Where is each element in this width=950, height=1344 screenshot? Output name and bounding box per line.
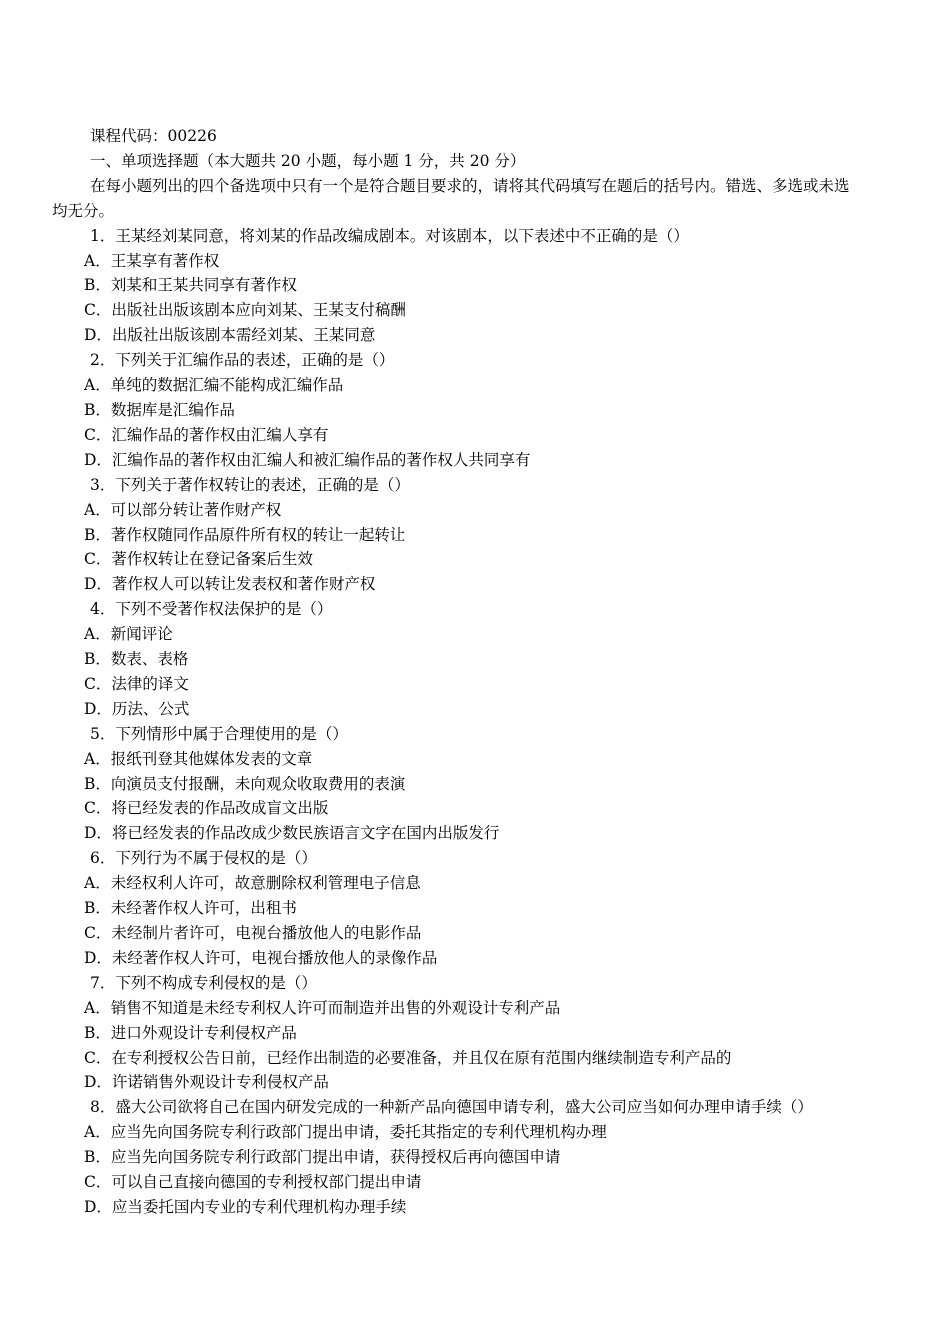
answer-option: C．可以自己直接向德国的专利授权部门提出申请	[84, 1173, 422, 1192]
section-title: 一、单项选择题（本大题共 20 小题，每小题 1 分，共 20 分）	[90, 151, 526, 170]
question-list	[84, 224, 904, 1220]
answer-option: D．应当委托国内专业的专利代理机构办理手续	[84, 1197, 407, 1216]
answer-option: B．应当先向国务院专利行政部门提出申请，获得授权后再向德国申请	[84, 1148, 561, 1167]
answer-option: D．未经著作权人许可，电视台播放他人的录像作品	[84, 948, 438, 967]
answer-option: C．将已经发表的作品改成盲文出版	[84, 799, 329, 818]
question-stem: 6．下列行为不属于侵权的是（）	[90, 849, 317, 868]
answer-option: B．数表、表格	[84, 650, 189, 669]
question-stem: 3．下列关于著作权转让的表述，正确的是（）	[90, 475, 410, 494]
answer-option: D．汇编作品的著作权由汇编人和被汇编作品的著作权人共同享有	[84, 450, 531, 469]
question-stem: 4．下列不受著作权法保护的是（）	[90, 600, 333, 619]
answer-option: A．可以部分转让著作财产权	[84, 500, 282, 519]
instructions-line-1: 在每小题列出的四个备选项中只有一个是符合题目要求的，请将其代码填写在题后的括号内。错选、多选或未选	[90, 176, 850, 195]
answer-option: A．新闻评论	[84, 625, 173, 644]
question-stem: 5．下列情形中属于合理使用的是（）	[90, 724, 348, 743]
question-stem: 7．下列不构成专利侵权的是（）	[90, 973, 317, 992]
answer-option: C．著作权转让在登记备案后生效	[84, 550, 313, 569]
answer-option: D．出版社出版该剧本需经刘某、王某同意	[84, 326, 376, 345]
answer-option: A．应当先向国务院专利行政部门提出申请，委托其指定的专利代理机构办理	[84, 1123, 607, 1142]
answer-option: B．未经著作权人许可，出租书	[84, 899, 297, 918]
question-item	[84, 722, 904, 847]
answer-option: C．在专利授权公告日前，已经作出制造的必要准备，并且仅在原有范围内继续制造专利产品的	[84, 1048, 732, 1067]
answer-option: D．著作权人可以转让发表权和著作财产权	[84, 575, 376, 594]
answer-option: B．数据库是汇编作品	[84, 400, 235, 419]
document-page	[52, 124, 904, 1220]
answer-option: A．报纸刊登其他媒体发表的文章	[84, 749, 313, 768]
answer-option: B．向演员支付报酬，未向观众收取费用的表演	[84, 774, 406, 793]
question-stem: 8．盛大公司欲将自己在国内研发完成的一种新产品向德国申请专利，盛大公司应当如何办理申请手续（）	[90, 1098, 813, 1117]
answer-option: B．著作权随同作品原件所有权的转让一起转让	[84, 525, 406, 544]
answer-option: B．进口外观设计专利侵权产品	[84, 1023, 297, 1042]
question-item	[84, 473, 904, 598]
question-item	[84, 348, 904, 473]
answer-option: C．未经制片者许可，电视台播放他人的电影作品	[84, 924, 422, 942]
question-item	[84, 597, 904, 722]
answer-option: C．法律的译文	[84, 674, 189, 693]
course-code: 课程代码：00226	[90, 127, 217, 145]
answer-option: C．出版社出版该剧本应向刘某、王某支付稿酬	[84, 301, 406, 320]
answer-option: A．销售不知道是未经专利权人许可而制造并出售的外观设计专利产品	[84, 998, 561, 1017]
question-stem: 1．王某经刘某同意，将刘某的作品改编成剧本。对该剧本，以下表述中不正确的是（）	[90, 226, 689, 245]
question-item	[84, 846, 904, 971]
question-item	[84, 224, 904, 349]
answer-option: D．历法、公式	[84, 699, 190, 718]
question-item	[84, 1095, 904, 1220]
answer-option: D．将已经发表的作品改成少数民族语言文字在国内出版发行	[84, 824, 500, 843]
answer-option: A．未经权利人许可，故意删除权利管理电子信息	[84, 874, 421, 893]
instructions-line-2: 均无分。	[52, 201, 115, 220]
answer-option: C．汇编作品的著作权由汇编人享有	[84, 425, 329, 444]
answer-option: D．许诺销售外观设计专利侵权产品	[84, 1073, 329, 1092]
answer-option: B．刘某和王某共同享有著作权	[84, 276, 297, 295]
question-stem: 2．下列关于汇编作品的表述，正确的是（）	[90, 351, 395, 370]
question-item	[84, 971, 904, 1096]
answer-option: A．王某享有著作权	[84, 251, 220, 270]
answer-option: A．单纯的数据汇编不能构成汇编作品	[84, 376, 344, 395]
